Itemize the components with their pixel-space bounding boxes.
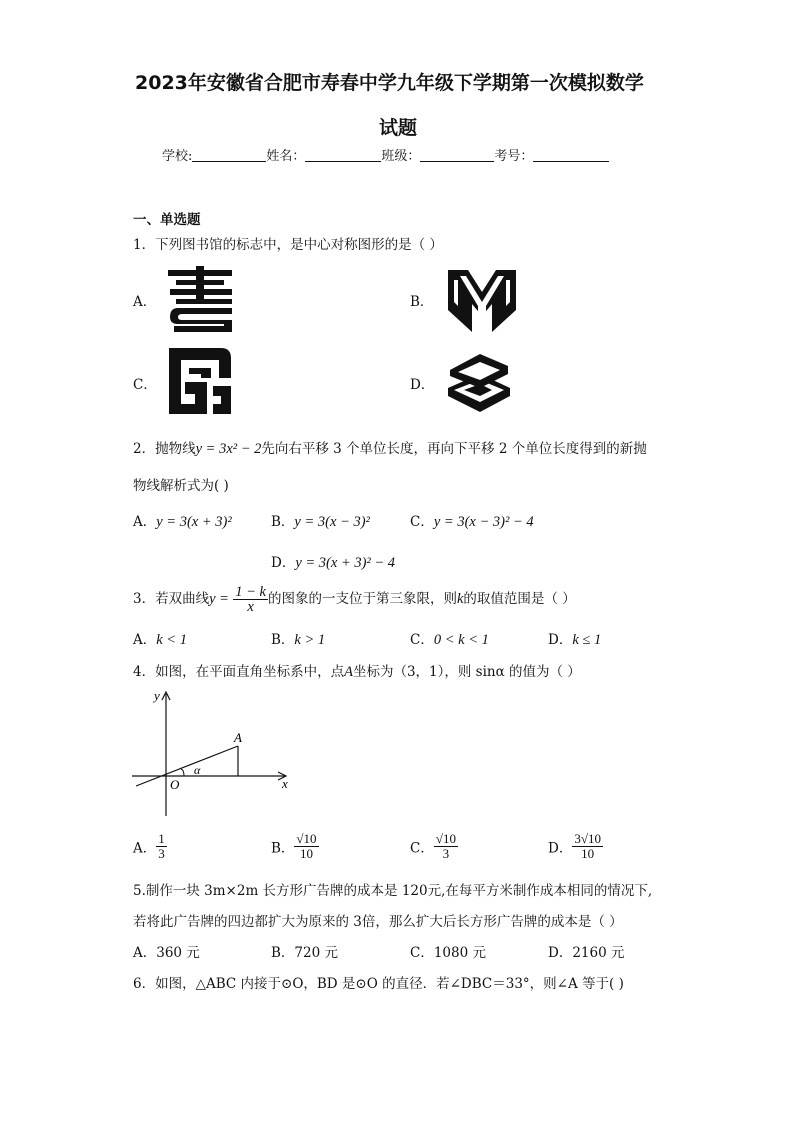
q4-suffix: 坐标为（3，1），则 sinα 的值为（ ）	[352, 664, 581, 680]
q4-label-alpha: α	[194, 763, 201, 777]
q3-option-d-text: k ≤ 1	[572, 632, 602, 648]
q5-option-b-label: B．	[271, 945, 295, 961]
q2-option-b-text: y = 3(x − 3)²	[294, 514, 370, 530]
q4-label-a: A	[234, 730, 242, 745]
school-blank[interactable]	[192, 149, 266, 162]
q4-option-c-den: 3	[442, 846, 450, 861]
q1-option-a-label: A．	[133, 294, 157, 310]
q3-option-d[interactable]	[548, 628, 601, 649]
q3-option-a[interactable]	[133, 628, 187, 649]
library-logo-b-icon	[446, 266, 518, 334]
question-3	[133, 585, 576, 614]
library-logo-d-icon	[444, 350, 514, 416]
q5-option-c-label: C．	[410, 945, 434, 961]
q2-option-b[interactable]	[271, 510, 370, 531]
question-1: 1．下列图书馆的标志中，是中心对称图形的是（ ）	[133, 237, 443, 253]
question-6: 6．如图，△ABC 内接于⊙O，BD 是⊙O 的直径．若∠DBC＝33°，则∠A 等于( )	[133, 976, 624, 992]
student-info	[162, 145, 609, 164]
q2-option-d-text: y = 3(x + 3)² − 4	[295, 555, 396, 571]
class-label: 班级：	[381, 149, 421, 164]
q2-option-d[interactable]	[271, 551, 395, 572]
name-label: 姓名：	[266, 149, 306, 164]
q2-option-c-label: C．	[410, 514, 434, 530]
class-blank[interactable]	[420, 149, 494, 162]
q2-suffix: 先向右平移 3 个单位长度，再向下平移 2 个单位长度得到的新抛	[261, 441, 647, 457]
q2-option-c-text: y = 3(x − 3)² − 4	[433, 514, 534, 530]
q2-option-d-label: D．	[271, 555, 296, 571]
q4-option-a-fraction	[156, 832, 167, 861]
q4-option-b-num: √10	[296, 831, 317, 846]
q1-option-c-label: C．	[133, 377, 157, 393]
page-title: 2023年安徽省合肥市寿春中学九年级下学期第一次模拟数学	[135, 72, 644, 94]
q4-option-a[interactable]	[133, 832, 167, 861]
q3-prefix: 3．若双曲线	[133, 591, 210, 607]
q5-option-c[interactable]	[410, 941, 486, 961]
q4-coordinate-figure	[130, 686, 300, 820]
q4-option-a-den: 3	[158, 846, 165, 861]
q5-option-d-text: 2160 元	[572, 945, 625, 961]
q5-option-b[interactable]	[271, 941, 338, 961]
q5-option-a[interactable]	[133, 941, 200, 961]
q4-option-c-num: √10	[435, 831, 456, 846]
q4-option-d-den: 10	[581, 846, 595, 861]
question-2	[133, 437, 647, 458]
q5-option-d[interactable]	[548, 941, 624, 961]
q4-angle-arc	[181, 769, 184, 776]
q4-option-c-label: C．	[410, 840, 434, 857]
q4-label-y: y	[154, 688, 160, 703]
school-label: 学校:	[162, 149, 193, 164]
q4-point-a: A	[344, 664, 353, 680]
q4-prefix: 4．如图，在平面直角坐标系中，点	[133, 664, 345, 680]
q5-option-d-label: D．	[548, 945, 573, 961]
q2-option-a-text: y = 3(x + 3)²	[156, 514, 232, 530]
q5-option-c-text: 1080 元	[433, 945, 486, 961]
q3-fraction	[233, 585, 268, 614]
q3-option-b-label: B．	[271, 632, 295, 648]
library-logo-c-icon	[165, 348, 233, 416]
q4-option-d-label: D．	[548, 840, 573, 857]
q4-ray-oa	[136, 746, 238, 786]
q4-option-d-num: 3√10	[574, 831, 601, 846]
q4-option-a-num: 1	[158, 831, 165, 846]
q4-label-x: x	[282, 776, 288, 791]
q4-option-a-label: A．	[133, 840, 157, 857]
q3-option-b-text: k > 1	[294, 632, 326, 648]
q3-option-a-label: A．	[133, 632, 157, 648]
q5-option-a-text: 360 元	[156, 945, 200, 961]
q4-option-b-den: 10	[299, 846, 313, 861]
q3-option-d-label: D．	[548, 632, 573, 648]
q3-option-c[interactable]	[410, 628, 489, 649]
q2-prefix: 2．抛物线	[133, 441, 196, 457]
q2-expression: y = 3x² − 2	[195, 441, 262, 457]
q2-option-a[interactable]	[133, 510, 232, 531]
q4-option-d-fraction	[572, 832, 603, 861]
question-5-line2: 若将此广告牌的四边都扩大为原来的 3倍，那么扩大后长方形广告牌的成本是（ ）	[133, 914, 623, 930]
question-2-line2: 物线解析式为( )	[133, 478, 229, 494]
q5-option-a-label: A．	[133, 945, 157, 961]
q4-option-b[interactable]	[271, 832, 319, 861]
q3-option-c-text: 0 < k < 1	[433, 632, 489, 648]
q2-option-a-label: A．	[133, 514, 157, 530]
id-blank[interactable]	[533, 149, 609, 162]
question-5-line1: 5.制作一块 3m×2m 长方形广告牌的成本是 120元,在每平方米制作成本相同的情况下,	[133, 883, 653, 899]
q4-option-d[interactable]	[548, 832, 603, 861]
q2-option-c[interactable]	[410, 510, 534, 531]
q3-suffix2: 的取值范围是（ ）	[463, 591, 576, 607]
q4-option-c-fraction	[434, 832, 458, 861]
q3-k: k	[456, 591, 464, 607]
q4-option-b-fraction	[294, 832, 318, 861]
q3-fraction-num: 1 − k	[235, 584, 266, 600]
q3-option-b[interactable]	[271, 628, 325, 649]
q3-fraction-den: x	[247, 599, 254, 615]
q4-option-c[interactable]	[410, 832, 458, 861]
q1-option-d-label: D．	[410, 377, 435, 393]
id-label: 考号：	[494, 149, 534, 164]
page-title-continued: 试题	[379, 117, 418, 139]
q3-option-a-text: k < 1	[156, 632, 187, 648]
q3-option-c-label: C．	[410, 632, 434, 648]
q3-y: y =	[209, 591, 229, 607]
question-4	[133, 660, 581, 681]
q3-suffix: 的图象的一支位于第三象限，则	[267, 591, 457, 607]
section-heading: 一、单选题	[133, 212, 201, 228]
q4-label-o: O	[170, 777, 180, 792]
q1-option-b-label: B．	[410, 294, 434, 310]
q2-option-b-label: B．	[271, 514, 295, 530]
library-logo-a-icon	[166, 266, 234, 334]
q4-option-b-label: B．	[271, 840, 295, 857]
name-blank[interactable]	[305, 149, 381, 162]
q5-option-b-text: 720 元	[294, 945, 338, 961]
